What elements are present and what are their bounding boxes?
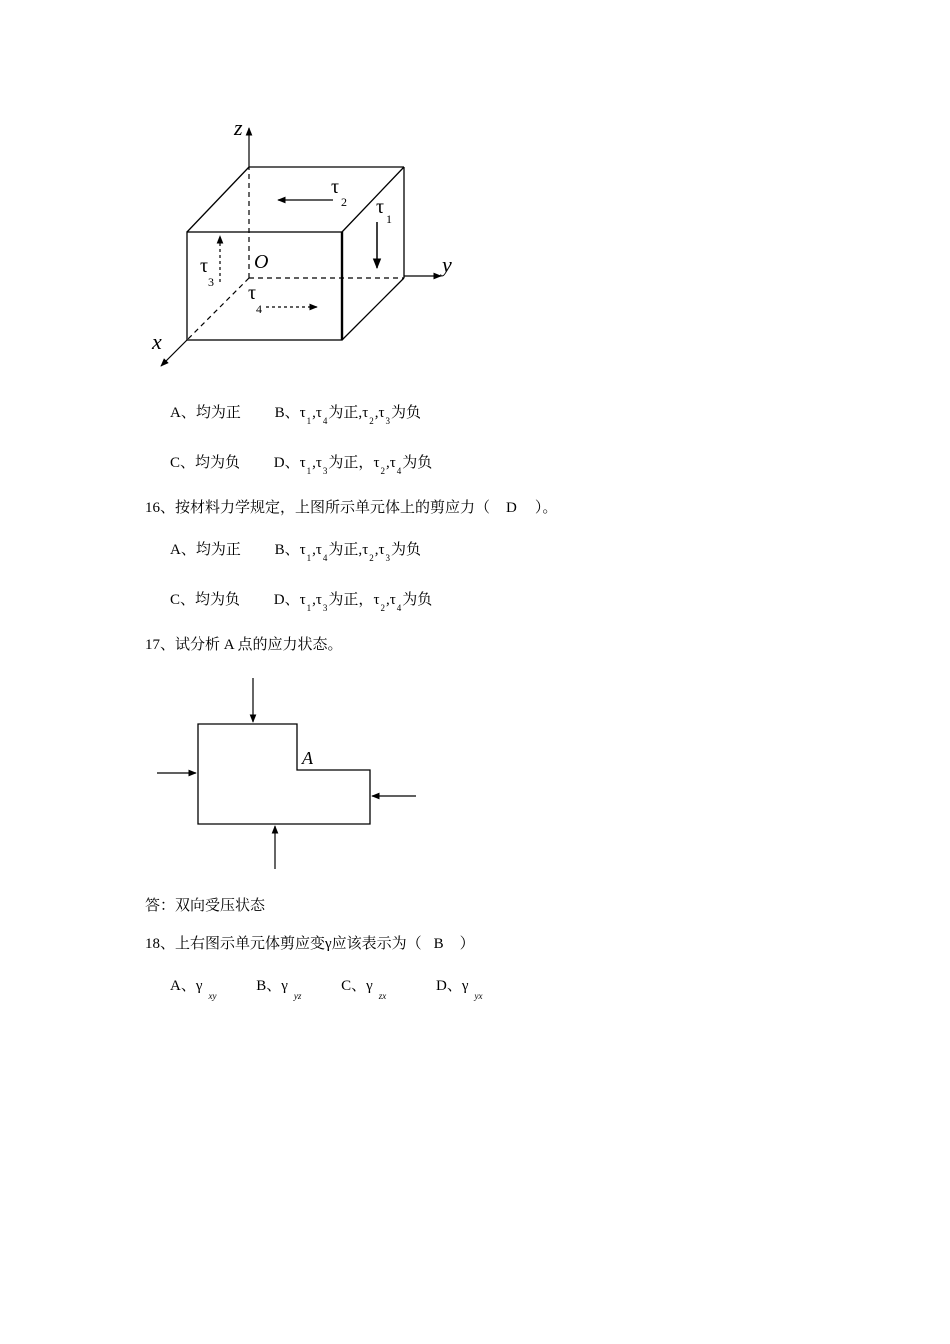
- option-a: A、均为正: [170, 405, 241, 421]
- option-b: B、$\tau_1,\tau_4$为正$,\tau_2,\tau_3$为负: [274, 542, 422, 563]
- tau1-sub: 1: [386, 212, 392, 226]
- option-row-3: [170, 541, 421, 567]
- tau3-label: τ: [200, 255, 209, 277]
- l-shape-outline: [198, 724, 370, 824]
- q18-option-c: C、$\gamma_{zx}$: [341, 978, 387, 1001]
- tau1-label: τ: [376, 196, 385, 218]
- origin-label: O: [254, 251, 269, 273]
- option-c: C、均为负: [170, 592, 241, 608]
- q16-answer: D: [506, 500, 517, 516]
- x-axis-label: x: [152, 329, 162, 354]
- option-a: A、均为正: [170, 542, 241, 558]
- question-16: 16、按材料力学规定，上图所示单元体上的剪应力（ D ）。: [145, 500, 558, 516]
- option-c: C、均为负: [170, 455, 241, 471]
- load-arrows: [157, 678, 416, 869]
- q18-options: [170, 977, 483, 1005]
- question-17: 17、试分析 A 点的应力状态。: [145, 637, 343, 653]
- option-row-4: [170, 591, 432, 617]
- tau4-sub: 4: [256, 302, 262, 316]
- option-row-2: [170, 454, 432, 480]
- q17-answer: 答：双向受压状态: [145, 898, 266, 914]
- option-b: B、$\tau_1,\tau_4$为正$,\tau_2,\tau_3$为负: [274, 405, 422, 426]
- question-18: 18、上右图示单元体剪应变γ应该表示为（ B ）: [145, 936, 475, 952]
- point-a-label: A: [302, 748, 313, 768]
- q18-option-b: B、$\gamma_{yz}$: [256, 978, 302, 1001]
- z-axis-label: z: [234, 115, 243, 140]
- q18-option-d: D、$\gamma_{yx}$: [436, 978, 483, 1001]
- q18-answer: B: [433, 936, 444, 952]
- option-d: D、$\tau_1,\tau_3$为正，$\tau_2,\tau_4$为负: [273, 455, 433, 476]
- tau4-label: τ: [248, 282, 257, 304]
- y-axis-label: y: [442, 252, 452, 277]
- tau2-label: τ: [331, 176, 340, 198]
- q18-option-a: A、$\gamma_{xy}$: [170, 978, 217, 1001]
- option-d: D、$\tau_1,\tau_3$为正，$\tau_2,\tau_4$为负: [273, 592, 433, 613]
- option-row-1: [170, 404, 421, 430]
- tau2-sub: 2: [341, 195, 347, 209]
- tau3-sub: 3: [208, 275, 214, 289]
